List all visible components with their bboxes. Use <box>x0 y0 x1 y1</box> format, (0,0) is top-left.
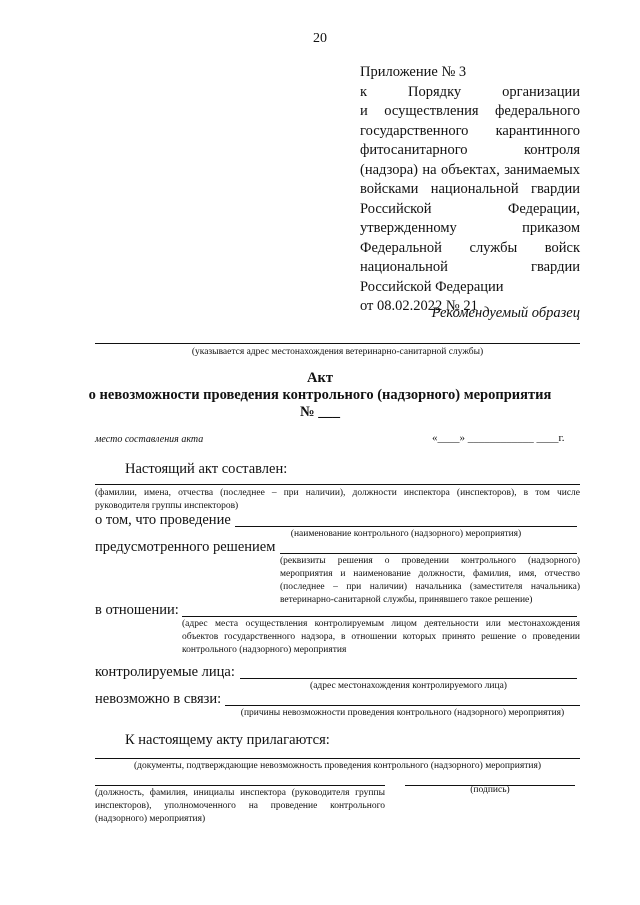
controlled-line <box>240 678 577 679</box>
appendix-line: от 08.02.2022 № 21 <box>360 298 478 314</box>
act-title: Акт <box>307 370 333 386</box>
signature-caption: (подпись) <box>470 785 510 795</box>
page-number: 20 <box>313 31 327 46</box>
appendix-line: войсками национальной гвардии <box>360 181 580 197</box>
appendix-line: утвержденному приказом <box>360 220 580 236</box>
address-caption: (указывается адрес местонахождения ветеринарно-санитарной службы) <box>191 347 484 357</box>
decision-caption: (реквизиты решения о проведении контрольного (надзорного) мероприятия и наименование должности, фамилия, имя, отчество (последнее – при наличии) начальника (заместителя начальника) ветеринарно-санитарной службы, принявшего такое решение) <box>280 556 580 605</box>
impossible-label: невозможно в связи: <box>95 691 222 707</box>
appendix-line: (надзора) на объектах, занимаемых <box>360 161 580 178</box>
conduct-line <box>235 526 577 527</box>
impossible-line <box>225 705 580 706</box>
appendix-line: государственного карантинного <box>360 122 580 139</box>
appendix-line: Российской Федерации <box>360 278 504 295</box>
regarding-caption: (адрес места осуществления контролируемым лицом деятельности или местонахождения объектов государственного надзора, в отношении которых принято решение о проведении контрольного (надзорного) мероприятия <box>182 619 580 655</box>
place-label: место составления акта <box>95 434 204 445</box>
event-caption: (наименование контрольного (надзорного) мероприятия) <box>290 529 522 539</box>
composed-label: Настоящий акт составлен: <box>125 461 288 477</box>
appendix-line: Приложение № 3 <box>360 64 467 80</box>
regarding-line <box>182 616 577 617</box>
appendix-line: Российской Федерации, <box>360 200 580 217</box>
inspectors-line <box>95 484 580 485</box>
controlled-caption: (адрес местонахождения контролируемого лица) <box>310 681 507 691</box>
regarding-label: в отношении: <box>95 602 179 618</box>
appendix-line: к Порядку организации <box>360 83 580 100</box>
appendix-line: Федеральной службы войск <box>360 239 580 256</box>
recommended-sample-label: Рекомендуемый образец <box>431 305 580 321</box>
decision-line <box>280 553 577 554</box>
address-line <box>95 343 580 344</box>
appendix-block <box>360 63 580 317</box>
date-field: «____» ____________ ____г. <box>432 432 565 444</box>
decision-label: предусмотренного решением <box>95 539 276 555</box>
inspectors-caption: (фамилии, имена, отчества (последнее – при наличии), должности инспектора (инспекторов), в том числе руководителя группы инспекторов) <box>95 488 580 511</box>
impossible-caption: (причины невозможности проведения контрольного (надзорного) мероприятия) <box>240 708 565 718</box>
conduct-label: о том, что проведение <box>95 512 231 528</box>
signer-line <box>95 785 385 786</box>
act-subtitle: о невозможности проведения контрольного (надзорного) мероприятия <box>88 387 552 403</box>
signer-caption: (должность, фамилия, инициалы инспектора (руководителя группы инспекторов), уполномоченного на проведение контрольного (надзорного) мероприятия) <box>95 788 385 824</box>
documents-caption: (документы, подтверждающие невозможность проведения контрольного (надзорного) мероприятия) <box>134 761 541 771</box>
act-number: № ___ <box>300 404 340 420</box>
documents-line <box>95 758 580 759</box>
appendix-line: и осуществления федерального <box>360 103 580 119</box>
attached-label: К настоящему акту прилагаются: <box>125 732 330 748</box>
controlled-label: контролируемые лица: <box>95 664 235 680</box>
appendix-line: национальной гвардии <box>360 259 580 275</box>
appendix-line: фитосанитарного контроля <box>360 142 580 158</box>
